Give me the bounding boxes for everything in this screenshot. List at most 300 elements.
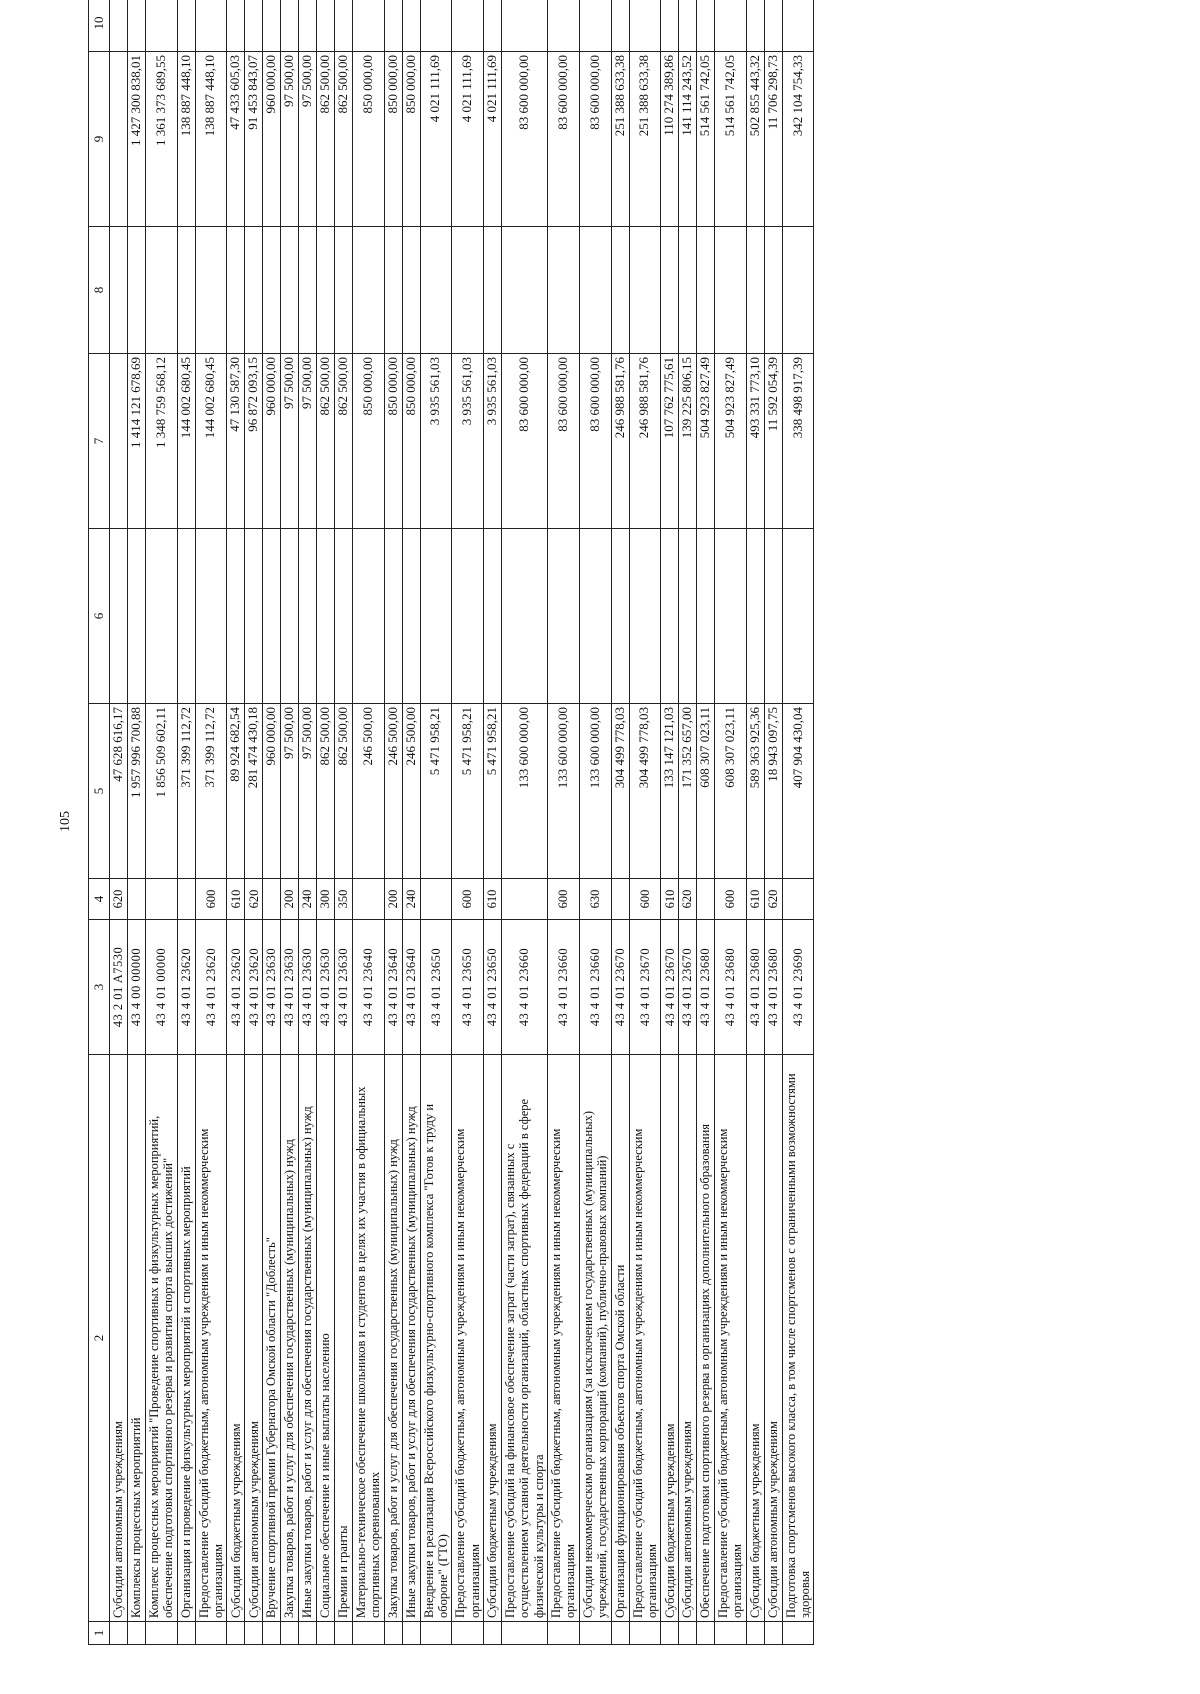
row-kvr-cell: 600 <box>629 879 661 920</box>
page-number: 105 <box>58 811 73 832</box>
row-amount-col9-cell: 514 561 742,05 <box>715 52 747 227</box>
row-name-cell: Предоставление субсидий бюджетным, автономным учреждениям и иным некоммерческим организациям <box>629 1055 661 1622</box>
row-amount-col10-cell <box>245 0 263 52</box>
row-name-cell: Организация функционирования объектов спорта Омской области <box>611 1055 629 1622</box>
row-amount-col6-cell <box>579 529 611 704</box>
row-code-cell: 43 4 01 23650 <box>420 920 452 1055</box>
row-amount-col8-cell <box>611 227 629 354</box>
row-amount-col9-cell: 4 021 111,69 <box>452 52 484 227</box>
row-amount-col5-cell: 608 307 023,11 <box>697 704 715 879</box>
row-amount-col9-cell: 11 706 298,73 <box>764 52 782 227</box>
row-amount-col10-cell <box>579 0 611 52</box>
table-row <box>629 0 661 1645</box>
row-amount-col9-cell: 97 500,00 <box>281 52 299 227</box>
row-amount-col8-cell <box>384 227 402 354</box>
row-amount-col9-cell: 91 453 843,07 <box>245 52 263 227</box>
table-row <box>611 0 629 1645</box>
row-amount-col8-cell <box>195 227 227 354</box>
row-code-cell: 43 4 01 23640 <box>384 920 402 1055</box>
row-amount-col10-cell <box>334 0 352 52</box>
row-amount-col7-cell: 960 000,00 <box>263 354 281 529</box>
row-amount-col9-cell: 1 361 373 689,55 <box>145 52 177 227</box>
row-amount-col7-cell: 504 923 827,49 <box>715 354 747 529</box>
table-row <box>548 0 580 1645</box>
row-index-cell <box>195 1622 227 1645</box>
row-kvr-cell <box>127 879 145 920</box>
row-amount-col10-cell <box>661 0 679 52</box>
row-amount-col9-cell: 514 561 742,05 <box>697 52 715 227</box>
row-name-cell: Предоставление субсидий бюджетным, автономным учреждениям и иным некоммерческим организациям <box>548 1055 580 1622</box>
row-amount-col9-cell: 83 600 000,00 <box>548 52 580 227</box>
row-amount-col7-cell: 144 002 680,45 <box>195 354 227 529</box>
column-header: 3 <box>89 920 110 1055</box>
row-kvr-cell: 600 <box>452 879 484 920</box>
row-amount-col6-cell <box>452 529 484 704</box>
row-index-cell <box>484 1622 502 1645</box>
row-kvr-cell: 200 <box>281 879 299 920</box>
row-amount-col6-cell <box>227 529 245 704</box>
row-amount-col5-cell: 407 904 430,04 <box>782 704 814 879</box>
row-kvr-cell: 620 <box>245 879 263 920</box>
row-amount-col10-cell <box>697 0 715 52</box>
budget-table-sheet <box>88 16 1112 1645</box>
row-amount-col10-cell <box>501 0 547 52</box>
row-amount-col8-cell <box>484 227 502 354</box>
row-amount-col5-cell: 133 600 000,00 <box>548 704 580 879</box>
row-amount-col5-cell: 5 471 958,21 <box>484 704 502 879</box>
row-code-cell: 43 4 01 23670 <box>679 920 697 1055</box>
row-amount-col10-cell <box>764 0 782 52</box>
row-amount-col5-cell: 589 363 925,36 <box>746 704 764 879</box>
row-index-cell <box>334 1622 352 1645</box>
row-kvr-cell: 610 <box>484 879 502 920</box>
row-name-cell: Внедрение и реализация Всероссийского физкультурно-спортивного комплекса "Готов к труду и обороне" (ГТО) <box>420 1055 452 1622</box>
row-index-cell <box>697 1622 715 1645</box>
row-amount-col9-cell: 47 433 605,03 <box>227 52 245 227</box>
row-index-cell <box>145 1622 177 1645</box>
row-index-cell <box>420 1622 452 1645</box>
row-amount-col8-cell <box>548 227 580 354</box>
column-header: 6 <box>89 529 110 704</box>
row-name-cell: Предоставление субсидий бюджетным, автономным учреждениям и иным некоммерческим организациям <box>195 1055 227 1622</box>
row-amount-col10-cell <box>145 0 177 52</box>
row-name-cell: Обеспечение подготовки спортивного резерва в организациях дополнительного образования <box>697 1055 715 1622</box>
row-amount-col8-cell <box>402 227 420 354</box>
row-amount-col9-cell: 1 427 300 838,01 <box>127 52 145 227</box>
row-amount-col6-cell <box>679 529 697 704</box>
row-amount-col9-cell: 502 855 443,32 <box>746 52 764 227</box>
row-amount-col10-cell <box>611 0 629 52</box>
table-row <box>661 0 679 1645</box>
table-row <box>281 0 299 1645</box>
row-name-cell: Предоставление субсидий бюджетным, автономным учреждениям и иным некоммерческим организациям <box>715 1055 747 1622</box>
row-amount-col7-cell: 83 600 000,00 <box>501 354 547 529</box>
row-name-cell: Предоставление субсидий на финансовое обеспечение затрат (части затрат), связанных с осуществлением уставной деятельности организаций, областных спортивных федераций в сфере физической культуры и спорта <box>501 1055 547 1622</box>
row-code-cell: 43 4 01 23690 <box>782 920 814 1055</box>
table-row <box>299 0 317 1645</box>
row-amount-col7-cell: 97 500,00 <box>299 354 317 529</box>
table-row <box>263 0 281 1645</box>
row-amount-col7-cell: 493 331 773,10 <box>746 354 764 529</box>
row-amount-col8-cell <box>352 227 384 354</box>
row-amount-col6-cell <box>352 529 384 704</box>
row-name-cell: Закупка товаров, работ и услуг для обеспечения государственных (муниципальных) нужд <box>384 1055 402 1622</box>
table-row <box>245 0 263 1645</box>
row-amount-col7-cell: 3 935 561,03 <box>484 354 502 529</box>
row-kvr-cell: 350 <box>334 879 352 920</box>
row-name-cell: Социальное обеспечение и иные выплаты населению <box>317 1055 335 1622</box>
row-amount-col8-cell <box>782 227 814 354</box>
row-amount-col10-cell <box>782 0 814 52</box>
row-amount-col10-cell <box>484 0 502 52</box>
row-code-cell: 43 4 01 23620 <box>177 920 195 1055</box>
row-kvr-cell <box>501 879 547 920</box>
row-amount-col7-cell: 139 225 806,15 <box>679 354 697 529</box>
row-code-cell: 43 4 01 23640 <box>402 920 420 1055</box>
row-kvr-cell: 620 <box>764 879 782 920</box>
row-name-cell: Комплексы процессных мероприятий <box>127 1055 145 1622</box>
table-row <box>679 0 697 1645</box>
row-amount-col8-cell <box>661 227 679 354</box>
row-amount-col9-cell: 83 600 000,00 <box>579 52 611 227</box>
row-code-cell: 43 4 01 23680 <box>715 920 747 1055</box>
row-amount-col7-cell: 850 000,00 <box>402 354 420 529</box>
row-index-cell <box>611 1622 629 1645</box>
row-amount-col7-cell: 96 872 093,15 <box>245 354 263 529</box>
row-amount-col7-cell: 246 988 581,76 <box>629 354 661 529</box>
row-index-cell <box>281 1622 299 1645</box>
row-amount-col9-cell: 83 600 000,00 <box>501 52 547 227</box>
row-amount-col5-cell: 1 957 996 700,88 <box>127 704 145 879</box>
row-code-cell: 43 4 01 23650 <box>484 920 502 1055</box>
row-amount-col10-cell <box>746 0 764 52</box>
row-amount-col5-cell: 371 399 112,72 <box>177 704 195 879</box>
row-amount-col5-cell: 371 399 112,72 <box>195 704 227 879</box>
row-amount-col8-cell <box>110 227 128 354</box>
row-amount-col10-cell <box>384 0 402 52</box>
table-row <box>715 0 747 1645</box>
row-amount-col7-cell: 3 935 561,03 <box>420 354 452 529</box>
row-amount-col8-cell <box>317 227 335 354</box>
row-amount-col5-cell: 171 352 657,00 <box>679 704 697 879</box>
row-amount-col9-cell: 850 000,00 <box>352 52 384 227</box>
row-amount-col5-cell: 246 500,00 <box>352 704 384 879</box>
row-amount-col10-cell <box>452 0 484 52</box>
row-amount-col10-cell <box>177 0 195 52</box>
row-amount-col7-cell: 246 988 581,76 <box>611 354 629 529</box>
row-amount-col5-cell: 133 147 121,03 <box>661 704 679 879</box>
table-row <box>452 0 484 1645</box>
column-header: 4 <box>89 879 110 920</box>
row-index-cell <box>548 1622 580 1645</box>
row-kvr-cell <box>145 879 177 920</box>
row-amount-col7-cell: 338 498 917,39 <box>782 354 814 529</box>
row-name-cell: Материально-техническое обеспечение школьников и студентов в целях их участия в официальных спортивных соревнованиях <box>352 1055 384 1622</box>
table-row <box>579 0 611 1645</box>
row-kvr-cell <box>263 879 281 920</box>
row-amount-col9-cell: 138 887 448,10 <box>177 52 195 227</box>
row-amount-col7-cell: 83 600 000,00 <box>579 354 611 529</box>
row-amount-col9-cell: 110 274 389,86 <box>661 52 679 227</box>
row-name-cell: Субсидии бюджетным учреждениям <box>661 1055 679 1622</box>
row-amount-col8-cell <box>697 227 715 354</box>
row-code-cell: 43 4 01 23620 <box>195 920 227 1055</box>
row-amount-col6-cell <box>177 529 195 704</box>
row-amount-col7-cell: 47 130 587,30 <box>227 354 245 529</box>
row-amount-col6-cell <box>127 529 145 704</box>
row-index-cell <box>245 1622 263 1645</box>
row-kvr-cell: 620 <box>110 879 128 920</box>
row-name-cell: Субсидии бюджетным учреждениям <box>746 1055 764 1622</box>
table-row <box>420 0 452 1645</box>
row-amount-col8-cell <box>579 227 611 354</box>
row-amount-col6-cell <box>145 529 177 704</box>
row-amount-col8-cell <box>334 227 352 354</box>
row-amount-col5-cell: 608 307 023,11 <box>715 704 747 879</box>
row-name-cell: Субсидии автономным учреждениям <box>679 1055 697 1622</box>
row-kvr-cell <box>782 879 814 920</box>
row-amount-col10-cell <box>110 0 128 52</box>
row-amount-col6-cell <box>110 529 128 704</box>
row-amount-col8-cell <box>245 227 263 354</box>
row-amount-col9-cell: 251 388 633,38 <box>629 52 661 227</box>
row-code-cell: 43 2 01 A7530 <box>110 920 128 1055</box>
row-index-cell <box>352 1622 384 1645</box>
row-amount-col9-cell: 850 000,00 <box>402 52 420 227</box>
row-amount-col10-cell <box>352 0 384 52</box>
column-header: 10 <box>89 0 110 52</box>
row-amount-col6-cell <box>281 529 299 704</box>
row-amount-col8-cell <box>629 227 661 354</box>
row-amount-col6-cell <box>317 529 335 704</box>
row-index-cell <box>384 1622 402 1645</box>
row-index-cell <box>746 1622 764 1645</box>
row-amount-col6-cell <box>697 529 715 704</box>
row-amount-col7-cell: 862 500,00 <box>317 354 335 529</box>
row-amount-col7-cell: 97 500,00 <box>281 354 299 529</box>
row-index-cell <box>782 1622 814 1645</box>
row-amount-col5-cell: 1 856 509 602,11 <box>145 704 177 879</box>
table-row <box>697 0 715 1645</box>
row-amount-col6-cell <box>402 529 420 704</box>
row-index-cell <box>629 1622 661 1645</box>
row-code-cell: 43 4 01 23660 <box>501 920 547 1055</box>
row-amount-col7-cell: 11 592 054,39 <box>764 354 782 529</box>
row-amount-col9-cell: 862 500,00 <box>334 52 352 227</box>
row-amount-col6-cell <box>334 529 352 704</box>
row-kvr-cell <box>420 879 452 920</box>
row-amount-col7-cell: 850 000,00 <box>352 354 384 529</box>
row-amount-col5-cell: 89 924 682,54 <box>227 704 245 879</box>
row-amount-col7-cell: 107 762 775,61 <box>661 354 679 529</box>
row-name-cell: Предоставление субсидий бюджетным, автономным учреждениям и иным некоммерческим организациям <box>452 1055 484 1622</box>
row-amount-col8-cell <box>746 227 764 354</box>
row-name-cell: Иные закупки товаров, работ и услуг для обеспечения государственных (муниципальных) нужд <box>299 1055 317 1622</box>
row-amount-col9-cell: 251 388 633,38 <box>611 52 629 227</box>
row-amount-col8-cell <box>715 227 747 354</box>
row-code-cell: 43 4 01 00000 <box>145 920 177 1055</box>
row-amount-col9-cell: 4 021 111,69 <box>484 52 502 227</box>
row-amount-col5-cell: 47 628 616,17 <box>110 704 128 879</box>
row-amount-col8-cell <box>501 227 547 354</box>
row-amount-col6-cell <box>746 529 764 704</box>
table-row <box>764 0 782 1645</box>
row-kvr-cell <box>611 879 629 920</box>
row-index-cell <box>263 1622 281 1645</box>
row-kvr-cell: 610 <box>661 879 679 920</box>
column-header: 2 <box>89 1055 110 1622</box>
row-code-cell: 43 4 01 23620 <box>227 920 245 1055</box>
row-code-cell: 43 4 01 23680 <box>697 920 715 1055</box>
row-amount-col7-cell: 862 500,00 <box>334 354 352 529</box>
table-row <box>195 0 227 1645</box>
row-amount-col10-cell <box>420 0 452 52</box>
row-amount-col5-cell: 862 500,00 <box>334 704 352 879</box>
row-amount-col5-cell: 281 474 430,18 <box>245 704 263 879</box>
table-row <box>782 0 814 1645</box>
row-code-cell: 43 4 01 23630 <box>334 920 352 1055</box>
row-code-cell: 43 4 01 23630 <box>281 920 299 1055</box>
row-name-cell: Иные закупки товаров, работ и услуг для обеспечения государственных (муниципальных) нужд <box>402 1055 420 1622</box>
row-code-cell: 43 4 00 00000 <box>127 920 145 1055</box>
row-index-cell <box>110 1622 128 1645</box>
row-amount-col6-cell <box>245 529 263 704</box>
row-amount-col8-cell <box>127 227 145 354</box>
row-index-cell <box>715 1622 747 1645</box>
row-code-cell: 43 4 01 23660 <box>579 920 611 1055</box>
column-header: 9 <box>89 52 110 227</box>
table-row <box>110 0 128 1645</box>
row-code-cell: 43 4 01 23620 <box>245 920 263 1055</box>
row-index-cell <box>452 1622 484 1645</box>
row-code-cell: 43 4 01 23630 <box>263 920 281 1055</box>
row-amount-col10-cell <box>195 0 227 52</box>
row-amount-col7-cell: 850 000,00 <box>384 354 402 529</box>
budget-table <box>88 0 814 1645</box>
row-name-cell: Субсидии некоммерческим организациям (за исключением государственных (муниципальных) учреждений, государственных корпораций (компаний), публично-правовых компаний) <box>579 1055 611 1622</box>
table-row <box>145 0 177 1645</box>
table-row <box>501 0 547 1645</box>
row-code-cell: 43 4 01 23680 <box>746 920 764 1055</box>
table-row <box>402 0 420 1645</box>
table-row <box>484 0 502 1645</box>
row-kvr-cell <box>177 879 195 920</box>
row-kvr-cell: 600 <box>715 879 747 920</box>
row-index-cell <box>299 1622 317 1645</box>
row-name-cell: Подготовка спортсменов высокого класса, в том числе спортсменов с ограниченными возможностями здоровья <box>782 1055 814 1622</box>
row-name-cell: Субсидии автономным учреждениям <box>110 1055 128 1622</box>
row-amount-col8-cell <box>679 227 697 354</box>
row-amount-col10-cell <box>715 0 747 52</box>
row-amount-col8-cell <box>764 227 782 354</box>
row-amount-col5-cell: 862 500,00 <box>317 704 335 879</box>
row-amount-col7-cell: 83 600 000,00 <box>548 354 580 529</box>
row-index-cell <box>177 1622 195 1645</box>
row-code-cell: 43 4 01 23630 <box>317 920 335 1055</box>
row-amount-col6-cell <box>629 529 661 704</box>
row-amount-col6-cell <box>420 529 452 704</box>
row-amount-col7-cell <box>110 354 128 529</box>
row-amount-col7-cell: 504 923 827,49 <box>697 354 715 529</box>
row-amount-col9-cell: 342 104 754,33 <box>782 52 814 227</box>
row-amount-col6-cell <box>715 529 747 704</box>
row-amount-col9-cell: 850 000,00 <box>384 52 402 227</box>
row-index-cell <box>764 1622 782 1645</box>
table-row <box>334 0 352 1645</box>
row-index-cell <box>501 1622 547 1645</box>
row-kvr-cell: 600 <box>195 879 227 920</box>
table-row <box>746 0 764 1645</box>
row-amount-col8-cell <box>281 227 299 354</box>
row-amount-col6-cell <box>501 529 547 704</box>
row-amount-col6-cell <box>484 529 502 704</box>
row-name-cell: Субсидии бюджетным учреждениям <box>484 1055 502 1622</box>
row-amount-col6-cell <box>782 529 814 704</box>
row-index-cell <box>227 1622 245 1645</box>
header-row <box>89 0 110 1645</box>
row-index-cell <box>661 1622 679 1645</box>
row-kvr-cell: 240 <box>299 879 317 920</box>
row-amount-col10-cell <box>548 0 580 52</box>
row-amount-col5-cell: 5 471 958,21 <box>452 704 484 879</box>
row-amount-col5-cell: 133 600 000,00 <box>501 704 547 879</box>
row-kvr-cell: 200 <box>384 879 402 920</box>
row-code-cell: 43 4 01 23670 <box>661 920 679 1055</box>
row-amount-col7-cell: 3 935 561,03 <box>452 354 484 529</box>
row-kvr-cell: 240 <box>402 879 420 920</box>
row-amount-col6-cell <box>384 529 402 704</box>
row-index-cell <box>579 1622 611 1645</box>
row-amount-col6-cell <box>764 529 782 704</box>
row-code-cell: 43 4 01 23650 <box>452 920 484 1055</box>
row-amount-col8-cell <box>227 227 245 354</box>
row-kvr-cell: 620 <box>679 879 697 920</box>
table-row <box>384 0 402 1645</box>
row-amount-col9-cell: 138 887 448,10 <box>195 52 227 227</box>
row-amount-col5-cell: 246 500,00 <box>384 704 402 879</box>
row-kvr-cell: 630 <box>579 879 611 920</box>
row-name-cell: Премии и гранты <box>334 1055 352 1622</box>
row-code-cell: 43 4 01 23630 <box>299 920 317 1055</box>
row-amount-col5-cell: 18 943 097,75 <box>764 704 782 879</box>
row-amount-col7-cell: 144 002 680,45 <box>177 354 195 529</box>
row-amount-col5-cell: 304 499 778,03 <box>629 704 661 879</box>
row-kvr-cell: 610 <box>746 879 764 920</box>
row-kvr-cell <box>697 879 715 920</box>
row-name-cell: Комплекс процессных мероприятий "Проведение спортивных и физкультурных мероприятий, обеспечение подготовки спортивного резерва и развития спорта высших достижений" <box>145 1055 177 1622</box>
row-amount-col8-cell <box>145 227 177 354</box>
row-index-cell <box>679 1622 697 1645</box>
row-amount-col5-cell: 304 499 778,03 <box>611 704 629 879</box>
row-amount-col7-cell: 1 348 759 568,12 <box>145 354 177 529</box>
row-amount-col9-cell: 862 500,00 <box>317 52 335 227</box>
row-amount-col10-cell <box>127 0 145 52</box>
row-amount-col8-cell <box>299 227 317 354</box>
row-code-cell: 43 4 01 23670 <box>611 920 629 1055</box>
row-amount-col8-cell <box>452 227 484 354</box>
row-amount-col10-cell <box>629 0 661 52</box>
row-amount-col10-cell <box>679 0 697 52</box>
table-row <box>127 0 145 1645</box>
row-kvr-cell: 600 <box>548 879 580 920</box>
row-code-cell: 43 4 01 23680 <box>764 920 782 1055</box>
table-row <box>317 0 335 1645</box>
row-amount-col9-cell <box>110 52 128 227</box>
row-amount-col6-cell <box>195 529 227 704</box>
row-amount-col8-cell <box>420 227 452 354</box>
row-index-cell <box>127 1622 145 1645</box>
row-kvr-cell <box>352 879 384 920</box>
